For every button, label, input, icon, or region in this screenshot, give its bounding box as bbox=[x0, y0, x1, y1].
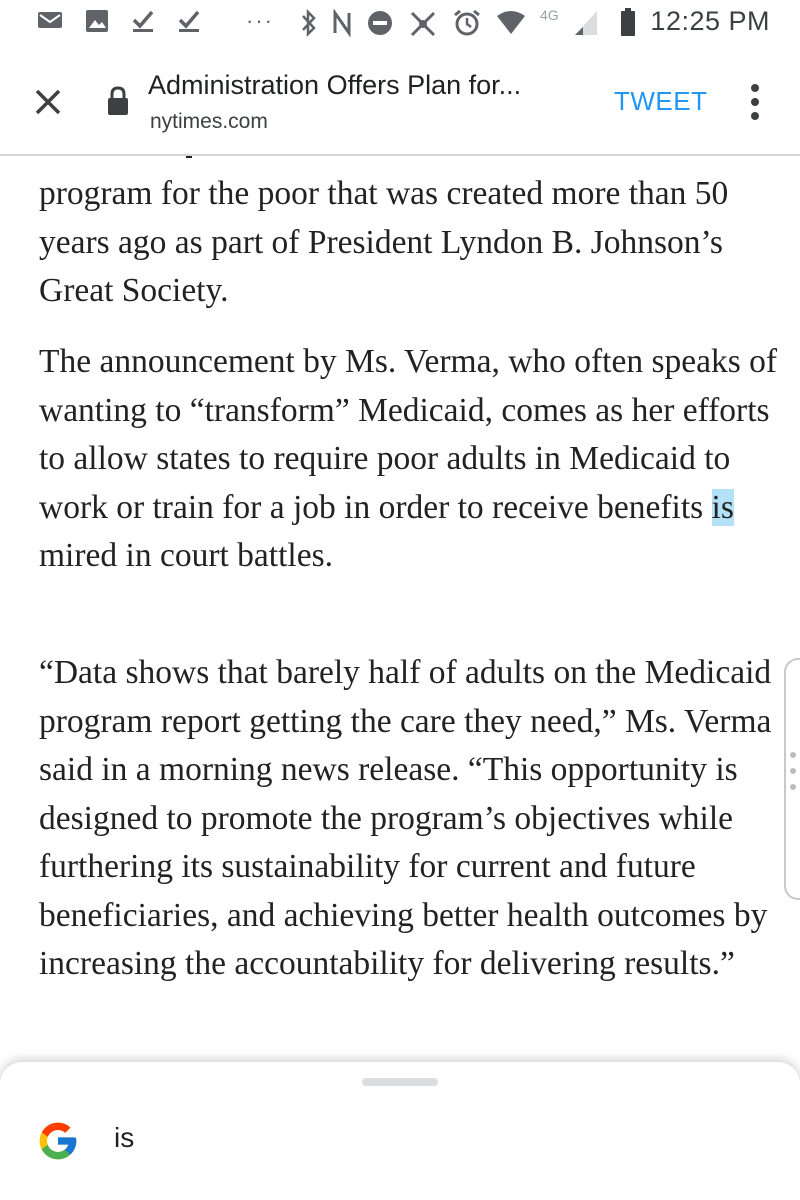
status-bar bbox=[0, 0, 800, 48]
clipped-line-fragment bbox=[186, 156, 192, 158]
cell-signal-icon bbox=[573, 9, 599, 37]
page-domain[interactable]: nytimes.com bbox=[150, 110, 268, 133]
bluetooth-icon bbox=[300, 8, 318, 38]
article-body bbox=[0, 156, 800, 1060]
battery-icon bbox=[620, 7, 636, 37]
sheet-drag-handle[interactable] bbox=[362, 1078, 438, 1086]
nfc-icon bbox=[332, 9, 352, 37]
close-tab-button[interactable] bbox=[28, 82, 68, 122]
search-query-text[interactable]: is bbox=[114, 1122, 135, 1153]
article-paragraph bbox=[39, 338, 779, 581]
article-paragraph: program for the poor that was created more than 50 years ago as part of President Lyndon B. Johnson’s Great Society. bbox=[39, 175, 729, 309]
tweet-button[interactable]: TWEET bbox=[614, 86, 708, 116]
signal-off-icon bbox=[408, 9, 438, 37]
paragraph-text: The announcement by Ms. Verma, who often speaks of wanting to “transform” Medicaid, comes as her efforts to allow states to require poor adults in Medicaid to work or train for a job in order to receive benefits bbox=[39, 343, 778, 526]
download-done-icon-2 bbox=[176, 8, 202, 34]
do-not-disturb-icon bbox=[366, 9, 394, 37]
selected-word[interactable]: is bbox=[711, 488, 734, 526]
custom-tab-toolbar bbox=[0, 48, 800, 156]
messages-notification-icon bbox=[36, 8, 64, 34]
alarm-icon bbox=[452, 8, 482, 38]
overflow-menu-button[interactable] bbox=[745, 84, 765, 124]
google-search-sheet[interactable] bbox=[0, 1062, 800, 1200]
page-title[interactable]: Administration Offers Plan for... bbox=[148, 70, 522, 100]
network-type-label: 4G bbox=[540, 7, 559, 23]
edge-panel-handle[interactable] bbox=[784, 658, 800, 900]
google-logo-icon bbox=[36, 1119, 80, 1163]
gallery-notification-icon bbox=[84, 8, 110, 34]
lock-icon bbox=[106, 85, 130, 117]
more-notifications-icon: ··· bbox=[246, 8, 274, 33]
wifi-icon bbox=[496, 10, 526, 36]
paragraph-text: mired in court battles. bbox=[39, 537, 333, 574]
article-paragraph: “Data shows that barely half of adults on the Medicaid program report getting the care they need,” Ms. Verma said in a morning news release. “This opportunity is designed to promote the program’s objectives while furthering its sustainability for current and future beneficiaries, and achieving better health outcomes by increasing the accountability for delivering results.” bbox=[39, 654, 772, 982]
close-icon bbox=[28, 82, 68, 122]
download-done-icon bbox=[130, 8, 156, 34]
clock: 12:25 PM bbox=[650, 6, 770, 36]
